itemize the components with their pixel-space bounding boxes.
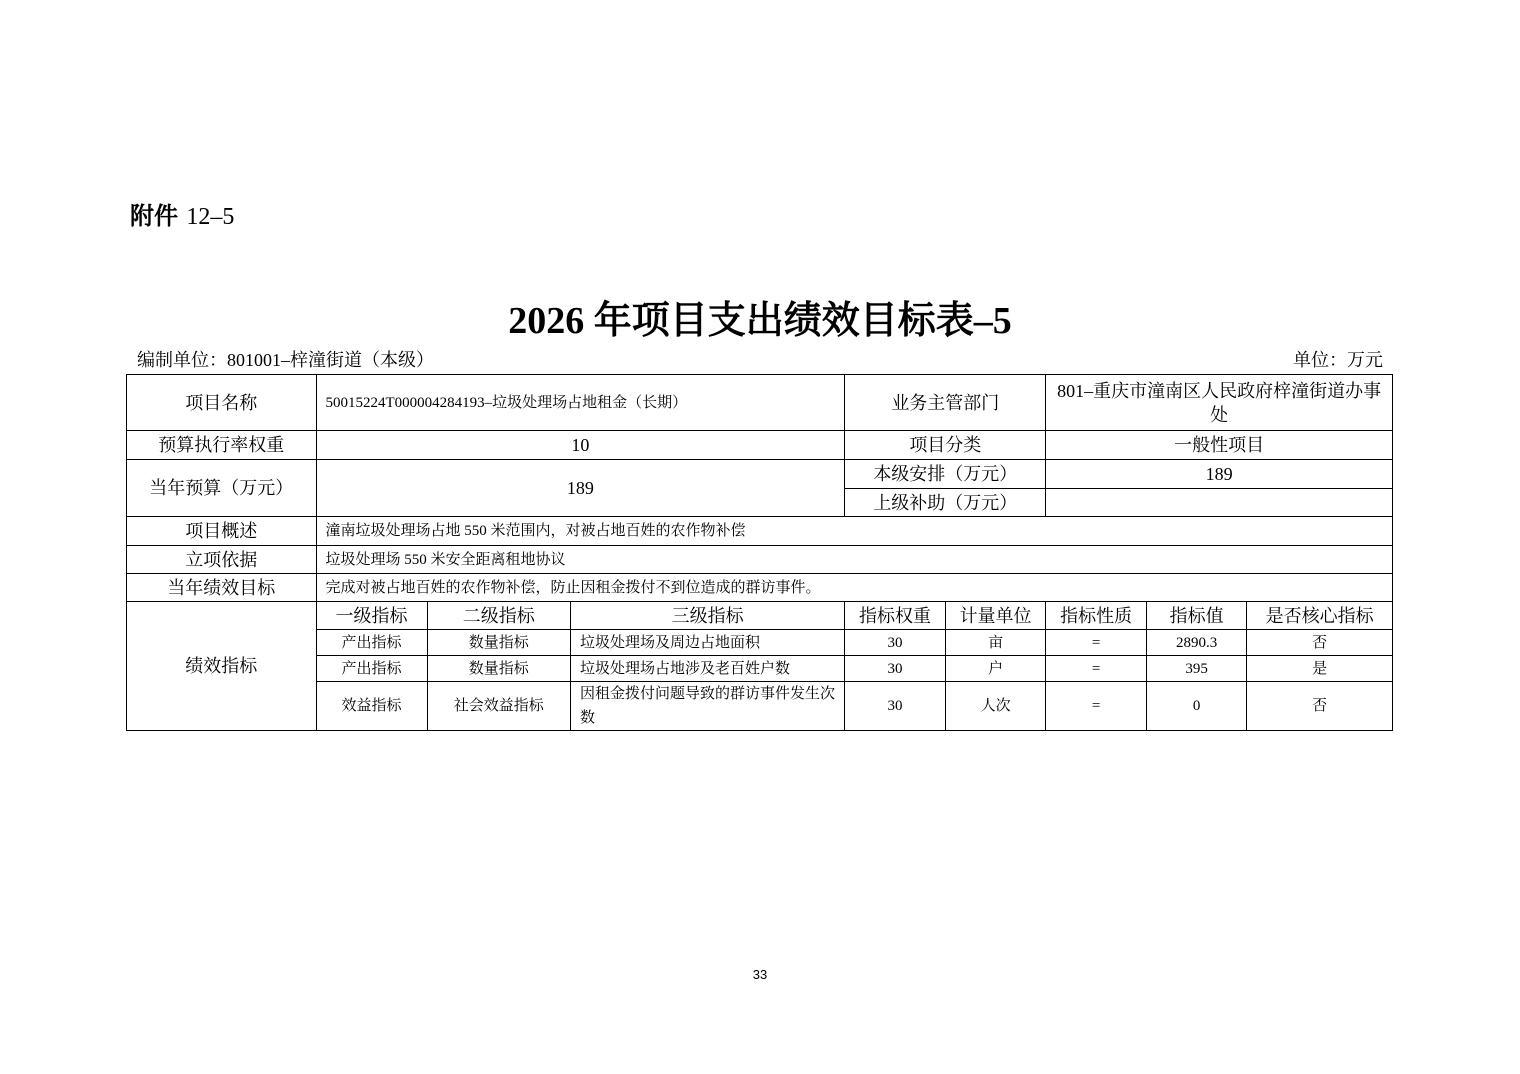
indicator-level2: 数量指标	[427, 630, 570, 656]
header-weight: 指标权重	[845, 602, 946, 630]
header-value: 指标值	[1146, 602, 1247, 630]
local-arrangement-value: 189	[1046, 460, 1393, 489]
table-row	[127, 460, 1393, 489]
header-level1: 一级指标	[316, 602, 427, 630]
header-level2: 二级指标	[427, 602, 570, 630]
overview-label: 项目概述	[127, 517, 317, 546]
project-name-value: 50015224T000004284193–垃圾处理场占地租金（长期）	[316, 375, 845, 431]
indicator-unit: 人次	[945, 682, 1046, 731]
indicator-level1: 效益指标	[316, 682, 427, 731]
category-value: 一般性项目	[1046, 431, 1393, 460]
attachment-text: 附件	[130, 202, 178, 230]
indicator-nature: =	[1046, 656, 1147, 682]
indicator-unit: 亩	[945, 630, 1046, 656]
indicator-value: 395	[1146, 656, 1247, 682]
dept-label: 业务主管部门	[845, 375, 1046, 431]
table-row	[127, 574, 1393, 602]
project-name-label: 项目名称	[127, 375, 317, 431]
header-core: 是否核心指标	[1247, 602, 1393, 630]
indicator-level3: 垃圾处理场及周边占地面积	[570, 630, 844, 656]
indicator-value: 0	[1146, 682, 1247, 731]
performance-target-table	[126, 374, 1393, 731]
upper-subsidy-value	[1046, 489, 1393, 517]
table-row	[127, 375, 1393, 431]
header-level3: 三级指标	[570, 602, 844, 630]
indicator-core: 否	[1247, 630, 1393, 656]
table-row	[127, 431, 1393, 460]
local-arrangement-label: 本级安排（万元）	[845, 460, 1046, 489]
exec-rate-value: 10	[316, 431, 845, 460]
indicator-row	[127, 682, 1393, 731]
upper-subsidy-label: 上级补助（万元）	[845, 489, 1046, 517]
attachment-label	[130, 200, 234, 233]
indicator-level3: 因租金拨付问题导致的群访事件发生次数	[570, 682, 844, 731]
category-label: 项目分类	[845, 431, 1046, 460]
compiling-unit: 编制单位：801001–梓潼街道（本级）	[137, 350, 434, 370]
goal-label: 当年绩效目标	[127, 574, 317, 602]
indicator-level2: 数量指标	[427, 656, 570, 682]
indicator-unit: 户	[945, 656, 1046, 682]
dept-value: 801–重庆市潼南区人民政府梓潼街道办事处	[1046, 375, 1393, 431]
indicator-level1: 产出指标	[316, 630, 427, 656]
attachment-number: 12–5	[186, 204, 235, 230]
exec-rate-label: 预算执行率权重	[127, 431, 317, 460]
budget-value: 189	[316, 460, 845, 517]
indicator-level3: 垃圾处理场占地涉及老百姓户数	[570, 656, 844, 682]
indicator-label: 绩效指标	[127, 602, 317, 731]
indicator-value: 2890.3	[1146, 630, 1247, 656]
indicator-weight: 30	[845, 682, 946, 731]
indicator-weight: 30	[845, 630, 946, 656]
basis-label: 立项依据	[127, 546, 317, 574]
indicator-nature: =	[1046, 630, 1147, 656]
indicator-core: 否	[1247, 682, 1393, 731]
goal-value: 完成对被占地百姓的农作物补偿，防止因租金拨付不到位造成的群访事件。	[316, 574, 1392, 602]
indicator-row	[127, 630, 1393, 656]
currency-unit: 单位：万元	[1293, 350, 1383, 370]
header-nature: 指标性质	[1046, 602, 1147, 630]
basis-value: 垃圾处理场 550 米安全距离租地协议	[316, 546, 1392, 574]
document-title: 2026 年项目支出绩效目标表–5	[508, 300, 1012, 342]
indicator-row	[127, 656, 1393, 682]
table-row	[127, 546, 1393, 574]
indicator-level2: 社会效益指标	[427, 682, 570, 731]
page-number: 33	[752, 967, 768, 982]
indicator-weight: 30	[845, 656, 946, 682]
budget-label: 当年预算（万元）	[127, 460, 317, 517]
header-unit: 计量单位	[945, 602, 1046, 630]
overview-value: 潼南垃圾处理场占地 550 米范围内，对被占地百姓的农作物补偿	[316, 517, 1392, 546]
indicator-level1: 产出指标	[316, 656, 427, 682]
indicator-header-row	[127, 602, 1393, 630]
table-row	[127, 517, 1393, 546]
indicator-nature: =	[1046, 682, 1147, 731]
indicator-core: 是	[1247, 656, 1393, 682]
